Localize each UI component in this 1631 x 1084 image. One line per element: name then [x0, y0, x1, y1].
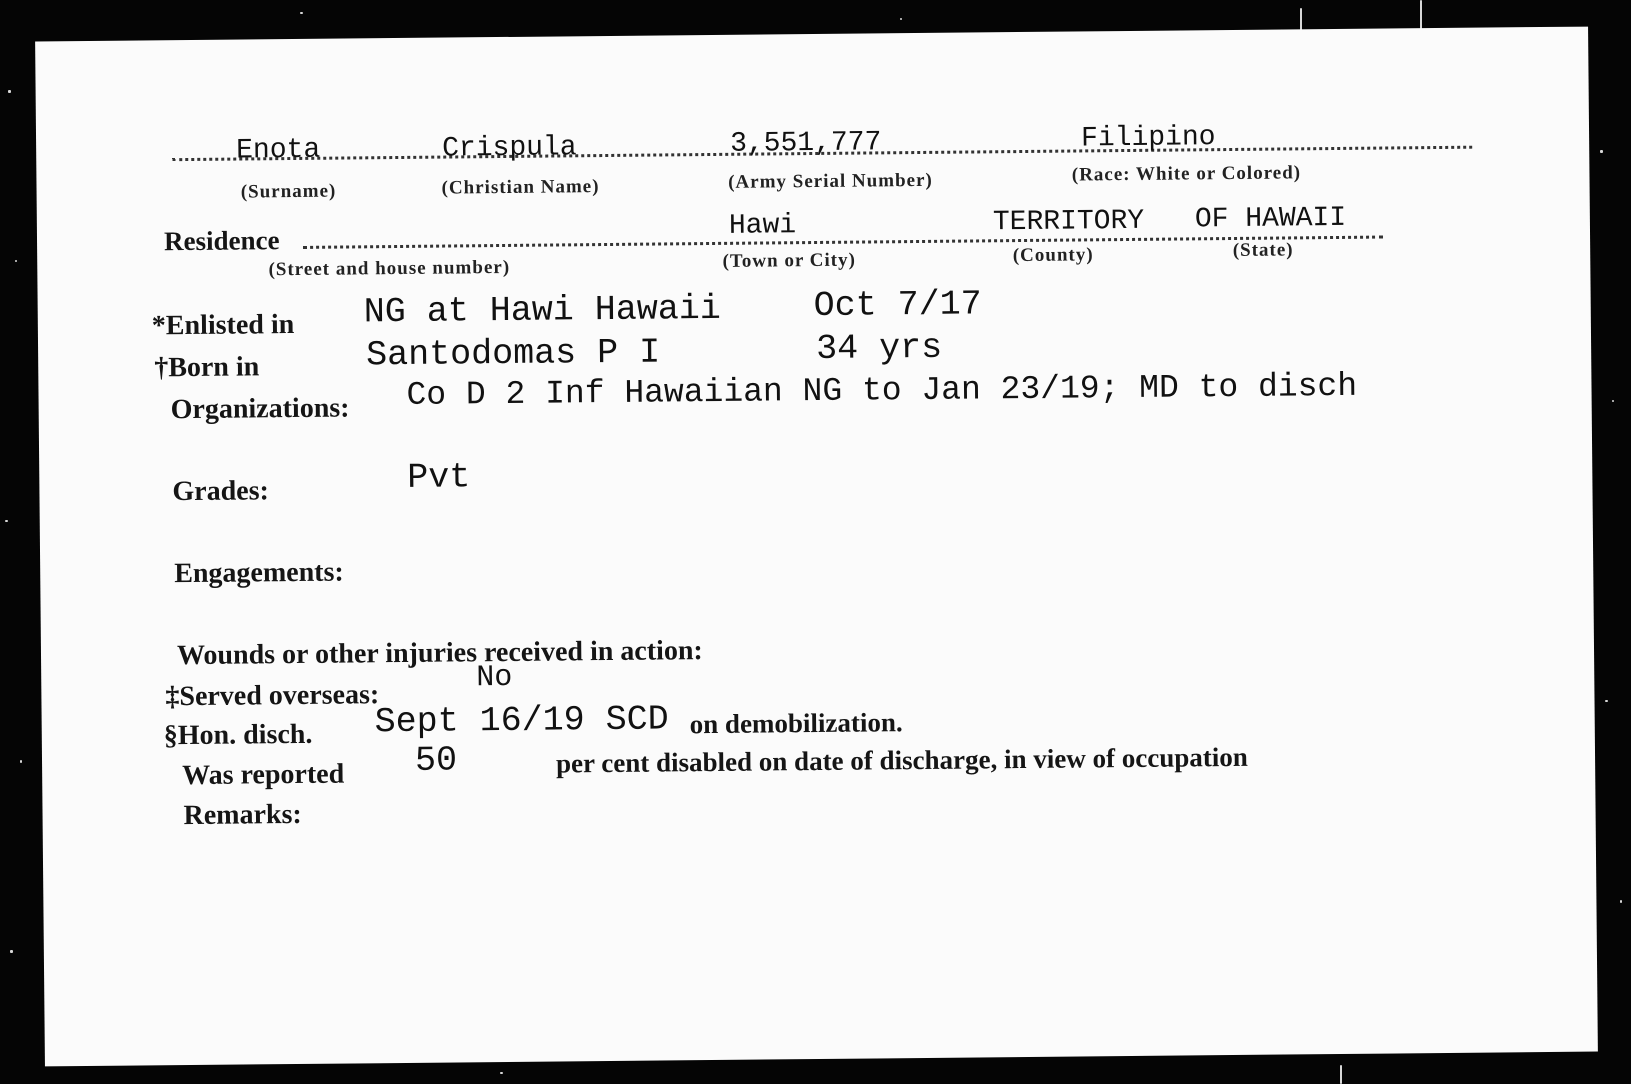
engagements-label: Engagements: — [174, 556, 344, 590]
scan-speck — [900, 18, 902, 20]
serial-number-value: 3,551,777 — [729, 127, 882, 160]
scan-speck — [300, 12, 303, 14]
state-caption: (State) — [1232, 239, 1294, 261]
residence-leader-line — [303, 236, 1383, 249]
disch-value: Sept 16/19 SCD — [374, 699, 669, 743]
enlisted-value: NG at Hawi Hawaii — [363, 288, 721, 333]
enlisted-date: Oct 7/17 — [813, 284, 982, 327]
scan-speck — [1620, 900, 1622, 903]
surname-caption: (Surname) — [240, 180, 337, 203]
born-value: Santodomas P I — [365, 332, 661, 376]
wounds-label: Wounds or other injuries received in action: — [176, 635, 703, 672]
state-value: OF HAWAII — [1194, 202, 1347, 236]
scan-speck — [20, 760, 22, 763]
organizations-value: Co D 2 Inf Hawaiian NG to Jan 23/19; MD to disch — [406, 367, 1358, 414]
scan-speck — [10, 950, 13, 953]
county-value: TERRITORY — [992, 205, 1145, 239]
scan-speck — [1612, 400, 1614, 402]
grades-label: Grades: — [172, 475, 270, 508]
town-value: Hawi — [728, 210, 797, 242]
born-label: †Born in — [154, 351, 260, 384]
race-caption: (Race: White or Colored) — [1071, 162, 1302, 186]
grades-value: Pvt — [407, 457, 471, 498]
scan-speck — [500, 1072, 503, 1074]
scan-speck — [8, 90, 11, 93]
remarks-label: Remarks: — [183, 798, 302, 832]
overseas-label: ‡Served overseas: — [165, 679, 380, 713]
surname-value: Enota — [236, 134, 321, 167]
county-caption: (County) — [1012, 244, 1094, 267]
reported-label: Was reported — [182, 758, 345, 792]
scan-speck — [1600, 150, 1603, 153]
christian-name-caption: (Christian Name) — [441, 176, 600, 199]
reported-suffix: per cent disabled on date of discharge, in view of occupation — [555, 741, 1248, 779]
record-card — [35, 27, 1598, 1067]
scan-speck — [15, 260, 17, 262]
race-value: Filipino — [1080, 122, 1216, 155]
born-age: 34 yrs — [815, 327, 943, 369]
scan-speck — [1340, 1065, 1342, 1084]
town-caption: (Town or City) — [722, 249, 857, 272]
street-caption: (Street and house number) — [268, 256, 511, 281]
serial-number-caption: (Army Serial Number) — [728, 169, 933, 193]
disch-label: §Hon. disch. — [163, 718, 313, 752]
overseas-value: No — [476, 660, 513, 696]
christian-name-value: Crispula — [442, 132, 577, 165]
scan-speck — [1605, 700, 1608, 702]
residence-label: Residence — [163, 225, 280, 257]
organizations-label: Organizations: — [170, 392, 350, 426]
reported-value: 50 — [414, 740, 458, 781]
enlisted-label: *Enlisted in — [151, 309, 295, 342]
disch-suffix: on demobilization. — [689, 707, 903, 740]
scan-speck — [5, 520, 8, 522]
